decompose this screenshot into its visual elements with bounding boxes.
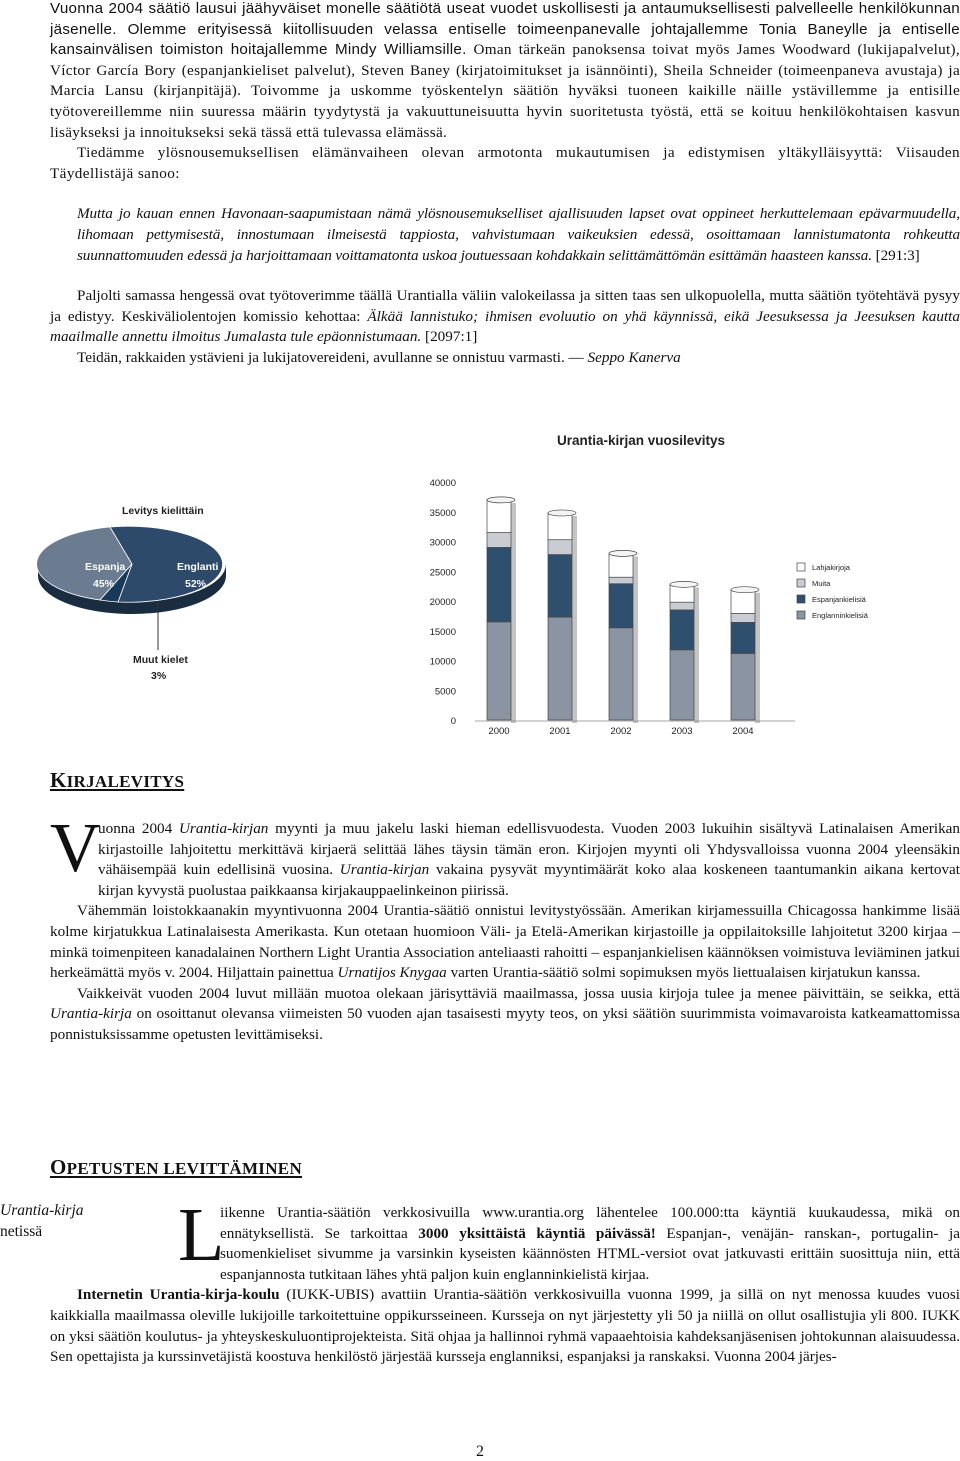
bar-segment-2001-0	[548, 617, 572, 720]
bar-side	[572, 543, 577, 558]
bar-top	[670, 581, 698, 587]
bar-chart-title: Urantia-kirjan vuosilevitys	[557, 433, 726, 448]
legend-swatch	[797, 579, 805, 587]
pie-chart-title: Levitys kielittäin	[122, 505, 204, 517]
x-tick-label: 2002	[610, 726, 632, 737]
bar-segment-2000-0	[487, 622, 511, 720]
bars	[487, 497, 760, 723]
intro-paragraph-4: Teidän, rakkaiden ystävieni ja lukijatovereideni, avullanne se onnistuu varmasti. — Seppo Kanerva	[77, 348, 681, 366]
legend-swatch	[797, 611, 805, 619]
bar-segment-2003-1	[670, 610, 694, 650]
page-number: 2	[476, 1443, 484, 1460]
bar-top	[487, 497, 515, 503]
kirjalevitys-paragraph-1: V uonna 2004 Urantia-kirjan myynti ja muu jakelu laski hieman edellisvuodesta. Vuoden 2003 lukuihin sisältyvä Latinalaisen Amerikan kirjastoille lahjoitettu merkittävä kirjaerä selittää lähes täysin tämän eron. Kirjojen myynti oli Yhdysvalloissa vuonna 2004 yleensäkin vähäisempää kuin edellisinä vuosina. Urantia-kirjan vakaina pysyvät myyntimäärät koko alaa koskeneen taantumankin aikana kertovat kirjan kyvystä puolustaa paikkaansa kirjakauppaelinkeinon piirissä.	[50, 810, 960, 899]
bar-side	[755, 616, 760, 625]
opetusten-paragraph-1: L iikenne Urantia-säätiön verkkosivuilla www.urantia.org lähentelee 100.000:tta käyntiä kuukaudessa, mikä on ennätyksellistä. Se tarkoittaa 3000 yksittäistä käyntiä päivässä! Espanjan-, venäjän- ranskan-, portugalin- ja suomenkieliset sivumme ja varsinkin kyseisten käännösten HTML-versiot ovat jatkuvasti erittäin suosittuja niin, että espanjannosta tutkitaan lähes yhtä paljon kuin englanninkielistä kirjaa.	[178, 1193, 960, 1283]
x-tick-label: 2004	[732, 726, 754, 737]
intro-section	[50, 0, 960, 369]
dropcap-l: L	[178, 1193, 225, 1277]
y-tick-label: 40000	[429, 478, 456, 489]
y-axis	[430, 478, 456, 727]
pie-chart	[30, 490, 250, 690]
bar-segment-2001-1	[548, 555, 572, 617]
bar-side	[511, 625, 516, 723]
y-tick-label: 10000	[429, 656, 456, 668]
bar-segment-2004-0	[731, 653, 755, 720]
legend-swatch	[797, 563, 805, 571]
legend-label: Lahjakirjoja	[812, 563, 850, 572]
pie-label-espanja: Espanja	[85, 561, 126, 573]
legend	[797, 563, 869, 620]
bar-segment-2003-0	[670, 650, 694, 720]
legend-label: Espanjankielisiä	[812, 595, 866, 604]
opetusten-section	[50, 1193, 960, 1368]
bar-segment-2004-1	[731, 622, 755, 653]
y-tick-label: 30000	[429, 537, 456, 549]
bar-side	[694, 613, 699, 653]
pie-value-englanti: 52%	[185, 578, 207, 590]
dropcap-v: V	[50, 810, 101, 887]
bar-side	[694, 605, 699, 613]
bar-side	[694, 653, 699, 723]
signature: Seppo Kanerva	[587, 348, 681, 366]
y-tick-label: 0	[450, 716, 456, 727]
kirjalevitys-paragraph-2: Vähemmän loistokkaanakin myyntivuonna 2004 Urantia-säätiö onnistui levitystyössään. Amerikan kirjamessuilla Chicagossa hankimme lisää kolme kirjatukkua Latinalaisesta Amerikasta. Kun otetaan huomioon Väli- ja Etelä-Amerikan kirjastoille ja oppilaitoksille lahjoitetut 3200 kirjaa – minkä toimenpiteen kanadalainen Northern Light Urantia Association anteliaasti rahoitti – espanjankielisen käännöksen voimistuva leviäminen jatkui herkeämättä myös v. 2004. Hiljattain painettua Urnatijos Knygaa varten Urantia-säätiö solmi sopimuksen myös liettualaisen kirjatukun kanssa.	[50, 902, 960, 982]
bar-side	[633, 556, 638, 580]
y-tick-label: 25000	[429, 567, 456, 579]
bar-segment-2001-3	[548, 513, 572, 540]
bar-segment-2003-2	[670, 602, 694, 610]
bar-side	[572, 516, 577, 543]
intro-paragraph-1: Vuonna 2004 säätiö lausui jäähyväiset monelle säätiötä useat vuodet uskollisesti ja antaumuksellisesti palvelleelle henkilökunnan jäsenelle. Olemme erityisessä kiitollisuuden velassa entiselle toimeenpanevalle johtajallemme Tonia Baneylle ja entiselle kansainvälisen toimiston hoitajallemme Mindy Williamsille. Oman tärkeän panoksensa toivat myös James Woodward (lukijapalvelut), Víctor García Bory (espanjankieliset palvelut), Steven Baney (kirjatoimitukset ja isännöinti), Sheila Schneider (toimeenpaneva avustaja) ja Marcia Lansu (kirjanpitäjä). Toivomme ja uskomme työskentelyn säätiön hyväksi tuoneen kaikille näille ystävillemme ja entisille työtovereillemme niin suuressa määrin tyydytystä ja vakuuttuneisuutta hyvin suoritetusta työstä, että se koituu henkilökohtaisen kasvun lisäykseksi ja innoitukseksi sekä tässä että tulevassa elämässä.	[50, 0, 960, 141]
heading-opetusten-levittaminen: OPETUSTEN LEVITTÄMINEN	[50, 1155, 303, 1179]
bar-top	[548, 510, 576, 516]
intro-paragraph-2: Tiedämme ylösnousemuksellisen elämänvaiheen olevan armotonta mukautumisen ja edistymisen yltäkylläisyyttä: Viisauden Täydellistäjä sanoo:	[50, 144, 960, 182]
intro-paragraph-3: Paljolti samassa hengessä ovat työtoverimme täällä Urantialla väliin valokeilassa ja sitten taas sen ulkopuolella, mutta säätiön työtehtävä pysyy ja edistyy. Keskiväliolentojen komissio kehottaa: Älkää lannistuko; ihmisen evoluutio on yhä käynnissä, eikä Jeesuksessa ja Jeesuksen kautta maailmalle annettu ilmoitus Jumalasta tule epäonnistumaan. [2097:1]	[50, 287, 960, 346]
bar-side	[694, 587, 699, 605]
kirjalevitys-section	[50, 810, 960, 1046]
pie-value-espanja: 45%	[93, 578, 115, 590]
pie-label-englanti: Englanti	[177, 561, 219, 573]
legend-label: Muita	[812, 579, 831, 588]
bar-side	[572, 558, 577, 620]
bar-side	[755, 593, 760, 617]
bar-side	[755, 625, 760, 656]
y-tick-label: 15000	[429, 626, 456, 638]
x-axis	[475, 721, 795, 737]
bar-chart	[420, 425, 900, 745]
legend-label: Englanninkielisiä	[812, 611, 868, 620]
legend-swatch	[797, 595, 805, 603]
x-tick-label: 2003	[671, 726, 693, 737]
bar-side	[633, 631, 638, 723]
bar-side	[572, 620, 577, 723]
bar-side	[511, 550, 516, 624]
bar-side	[511, 503, 516, 536]
y-tick-label: 20000	[429, 597, 456, 608]
bar-segment-2004-3	[731, 590, 755, 614]
bar-side	[511, 536, 516, 551]
pie-label-muut: Muut kielet	[133, 654, 188, 666]
bar-top	[731, 587, 759, 593]
bar-segment-2002-3	[609, 553, 633, 577]
bar-side	[755, 656, 760, 723]
side-heading: Urantia-kirja netissä	[0, 1202, 84, 1240]
kirjalevitys-paragraph-3: Vaikkeivät vuoden 2004 luvut millään muotoa olekaan järisyttäviä maailmassa, jossa uusia kirjoja tulee ja menee päivittäin, se seikka, että Urantia-kirja on osoittanut olevansa viimeisten 50 vuoden ajan tasaisesti myyty teos, on yksi säätiön suurimmista voimavaroista katkeamattomissa ponnistuksissamme opetusten levittämiseksi.	[50, 984, 960, 1043]
bar-top	[609, 550, 637, 556]
bar-segment-2002-2	[609, 577, 633, 584]
opetusten-paragraph-2: Internetin Urantia-kirja-koulu (IUKK-UBIS) avattiin Urantia-säätiön verkkosivuilla vuonna 1999, ja sillä on nyt menossa kuudes vuosi kaikkialla maailmassa oleville lukijoille tarkoitettuine oppikursseineen. Kursseja on nyt järjestetty yli 50 ja niillä on ollut osallistujia yli 800. IUKK on yksi säätiön koulutus- ja yhteyskeskuluontiprojekteista. Sitä ohjaa ja hallinnoi ryhmä vapaaehtoisia kahdeksanjäsenisen johtokunnan alaisuudessa. Sen opettajista ja kurssinvetäjistä koostuva henkilöstö järjestää kursseja englanniksi, espanjaksi ja ranskaksi. Vuonna 2004 järjes-	[50, 1286, 960, 1366]
heading-kirjalevitys: KIRJALEVITYS	[50, 768, 185, 792]
x-tick-label: 2000	[488, 726, 510, 737]
y-tick-label: 35000	[429, 507, 456, 519]
bar-side	[633, 587, 638, 631]
quote-paragraph: Mutta jo kauan ennen Havonaan-saapumistaan nämä ylösnousemukselliset ajallisuuden lapset ovat oppineet herkuttelemaan epävarmuudella, lihomaan pettymisestä, innostumaan ilmeisestä tappiosta, vahvistumaan vaikeuksien edessä, osoittamaan lannistumatonta rohkeutta suunnattomuuden edessä ja harjoittamaan voittamatonta uskoa joutuessaan kohdakkain selittämättömän esittämän haasteen kanssa. [291:3]	[77, 205, 960, 264]
x-tick-label: 2001	[549, 726, 571, 737]
bar-segment-2000-2	[487, 533, 511, 548]
y-tick-label: 5000	[434, 686, 456, 698]
bar-segment-2000-1	[487, 547, 511, 621]
pie-value-muut: 3%	[151, 670, 167, 682]
bar-segment-2002-1	[609, 584, 633, 628]
bar-segment-2002-0	[609, 628, 633, 720]
bar-segment-2001-2	[548, 540, 572, 555]
bar-segment-2004-2	[731, 613, 755, 622]
bar-segment-2000-3	[487, 500, 511, 533]
bar-side	[633, 580, 638, 587]
